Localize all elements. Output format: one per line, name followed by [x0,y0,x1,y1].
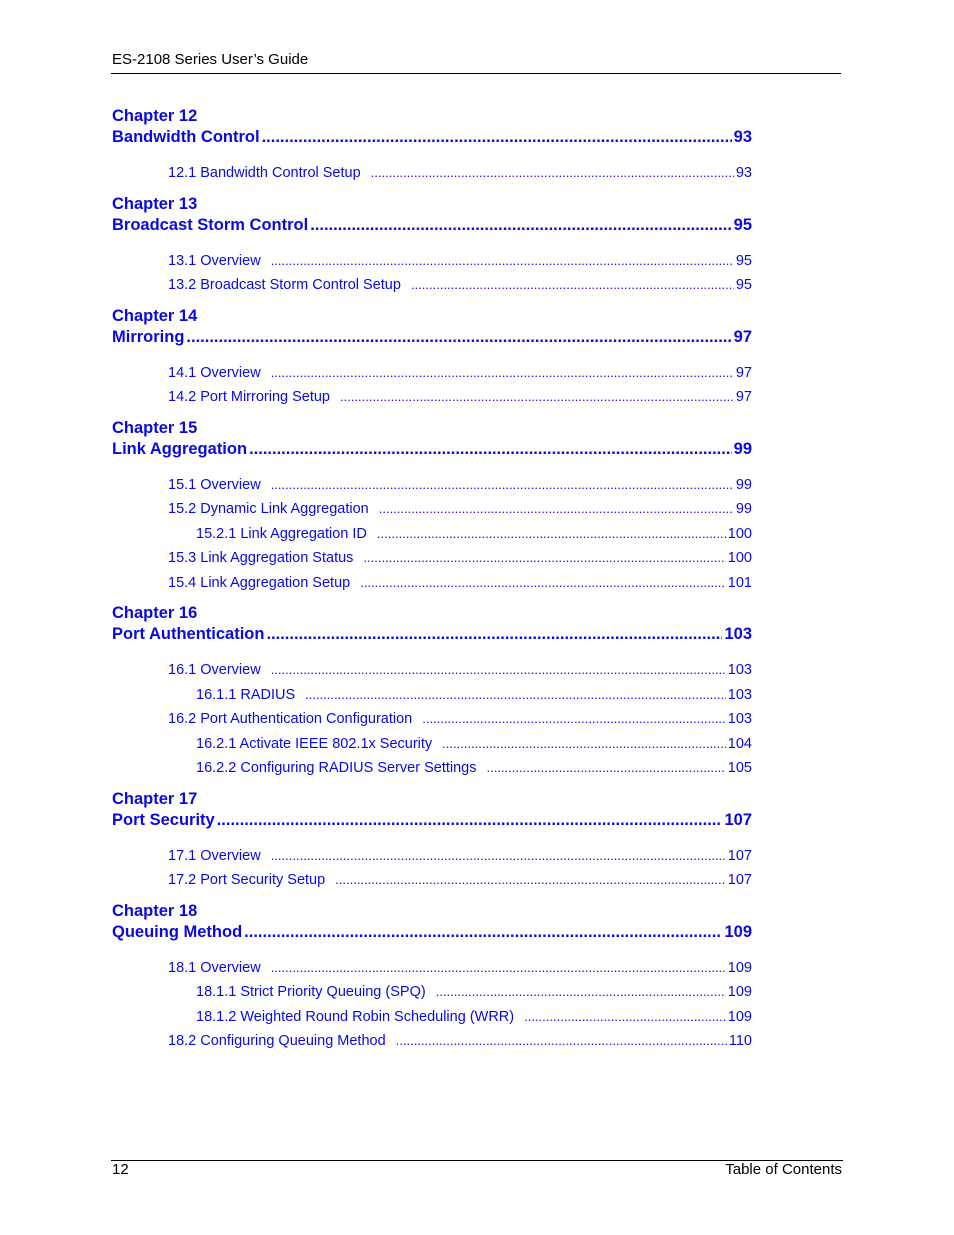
toc-entry[interactable] [112,522,752,547]
toc-entry-text: 16.2 Port Authentication Configuration [168,711,413,727]
toc-entry-page-number: 100 [727,550,752,566]
toc-entry-page-number: 103 [727,662,752,678]
toc-entry-text: 18.1.1 Strict Priority Queuing (SPQ) [196,984,426,1000]
toc-entry-page-number: 109 [727,1008,752,1025]
chapter-title: Link Aggregation [112,439,248,458]
dot-leader [186,327,731,347]
chapter-block [112,306,752,410]
chapter-title-link[interactable] [112,810,752,830]
toc-entry[interactable] [112,161,752,186]
toc-entry-text: 12.1 Bandwidth Control Setup [168,165,361,181]
dot-leader [310,215,731,235]
dot-leader [363,546,725,571]
dot-leader [271,956,726,981]
chapter-label[interactable]: Chapter 13 [112,194,198,213]
toc-entry[interactable] [112,273,752,298]
chapter-title: Broadcast Storm Control [112,215,309,234]
dot-leader [396,1029,727,1054]
toc-entry[interactable] [112,868,752,893]
toc-entry[interactable] [112,1029,752,1054]
chapter-block [112,194,752,298]
toc-entry-page-number: 103 [727,686,752,703]
toc-entry-page-number: 103 [727,711,752,727]
section-entries [112,473,752,596]
toc-entry-text: 17.1 Overview [168,847,261,864]
toc-entry-page-number: 110 [728,1033,752,1049]
toc-entry-page-number: 105 [727,760,752,776]
dot-leader [305,683,726,708]
toc-entry[interactable] [112,497,752,522]
chapter-page-number: 107 [724,810,752,829]
toc-entry-page-number: 93 [735,165,752,181]
dot-leader [524,1005,726,1030]
dot-leader [271,361,734,386]
toc-entry[interactable] [112,1005,752,1030]
dot-leader [244,922,722,942]
toc-entry-text: 14.1 Overview [168,364,261,381]
chapter-title-link[interactable] [112,215,752,235]
dot-leader [442,732,726,757]
section-entries [112,161,752,186]
toc-entry-text: 15.1 Overview [168,476,261,493]
dot-leader [486,756,725,781]
chapter-title-link[interactable] [112,624,752,644]
toc-entry-page-number: 100 [727,525,752,542]
chapter-label[interactable]: Chapter 14 [112,306,198,325]
toc-entry[interactable] [112,980,752,1005]
dot-leader [266,624,722,644]
chapter-block [112,789,752,893]
toc-entry-page-number: 99 [735,476,752,493]
toc-entry-page-number: 101 [727,574,752,591]
chapter-block [112,603,752,781]
chapter-title: Port Security [112,810,215,829]
chapter-label[interactable]: Chapter 17 [112,789,198,808]
dot-leader [335,868,726,893]
toc-entry[interactable] [112,844,752,869]
toc-entry-text: 15.2 Dynamic Link Aggregation [168,501,369,517]
chapter-label[interactable]: Chapter 16 [112,604,198,622]
dot-leader [377,522,726,547]
dot-leader [217,810,723,830]
toc-entry[interactable] [112,756,752,781]
toc-entry-page-number: 109 [727,959,752,976]
header-rule [111,73,841,74]
toc-entry[interactable] [112,658,752,683]
section-entries [112,249,752,298]
chapter-page-number: 99 [733,439,752,458]
toc-entry[interactable] [112,683,752,708]
section-entries [112,361,752,410]
dot-leader [249,439,732,459]
chapter-title-link[interactable] [112,127,752,147]
toc-entry[interactable] [112,385,752,410]
chapter-label[interactable]: Chapter 18 [112,901,198,920]
dot-leader [379,497,734,522]
dot-leader [360,571,726,596]
toc-entry-page-number: 107 [727,872,752,888]
dot-leader [271,249,734,274]
chapter-title: Mirroring [112,327,185,346]
dot-leader [271,473,734,498]
toc-entry[interactable] [112,707,752,732]
toc-entry[interactable] [112,956,752,981]
dot-leader [436,980,726,1005]
chapter-title: Bandwidth Control [112,128,260,146]
section-entries [112,658,752,781]
footer-section-title: Table of Contents [725,1161,842,1178]
chapter-title: Queuing Method [112,922,243,941]
toc-entry[interactable] [112,249,752,274]
toc-entry-page-number: 107 [727,847,752,864]
dot-leader [340,385,734,410]
toc-entry-page-number: 104 [727,735,752,752]
toc-entry-text: 16.1.1 RADIUS [196,686,296,703]
toc-entry[interactable] [112,546,752,571]
chapter-title-link[interactable] [112,327,752,347]
chapter-page-number: 97 [733,327,752,346]
chapter-page-number: 93 [733,128,752,146]
chapter-block [112,901,752,1054]
toc-entry[interactable] [112,732,752,757]
toc-entry[interactable] [112,361,752,386]
chapter-page-number: 103 [724,625,752,643]
dot-leader [422,707,726,732]
toc-entry-page-number: 109 [727,984,752,1000]
section-entries [112,844,752,893]
toc-entry-text: 16.2.2 Configuring RADIUS Server Settings [196,760,477,776]
toc-entry-page-number: 95 [735,252,752,269]
toc-entry-text: 14.2 Port Mirroring Setup [168,389,330,405]
table-of-contents [112,106,752,1062]
dot-leader [411,273,734,298]
toc-entry-page-number: 97 [735,364,752,381]
chapter-page-number: 95 [733,215,752,234]
chapter-label[interactable]: Chapter 15 [112,418,198,437]
section-entries [112,956,752,1054]
toc-entry-text: 15.4 Link Aggregation Setup [168,574,351,591]
dot-leader [262,127,732,147]
chapter-block [112,418,752,596]
toc-entry-text: 16.1 Overview [168,662,261,678]
toc-entry-page-number: 99 [735,501,752,517]
dot-leader [371,161,734,186]
chapter-block [112,106,752,186]
toc-entry-text: 17.2 Port Security Setup [168,872,326,888]
dot-leader [271,844,726,869]
chapter-label[interactable]: Chapter 12 [112,107,198,125]
toc-entry-text: 16.2.1 Activate IEEE 802.1x Security [196,735,433,752]
chapter-title-link[interactable] [112,439,752,459]
toc-entry-text: 13.1 Overview [168,252,261,269]
chapter-page-number: 109 [724,922,752,941]
toc-entry-text: 13.2 Broadcast Storm Control Setup [168,277,401,293]
chapter-title-link[interactable] [112,922,752,942]
toc-entry-text: 15.2.1 Link Aggregation ID [196,525,367,542]
toc-entry-page-number: 97 [735,389,752,405]
page-number: 12 [112,1161,129,1178]
toc-entry-text: 18.1.2 Weighted Round Robin Scheduling (WRR) [196,1008,515,1025]
running-header-title: ES-2108 Series User’s Guide [112,51,309,68]
toc-entry[interactable] [112,473,752,498]
toc-entry-text: 18.1 Overview [168,959,261,976]
toc-entry-page-number: 95 [735,277,752,293]
toc-entry[interactable] [112,571,752,596]
dot-leader [271,658,726,683]
toc-entry-text: 18.2 Configuring Queuing Method [168,1033,386,1049]
toc-entry-text: 15.3 Link Aggregation Status [168,550,354,566]
chapter-title: Port Authentication [112,625,265,643]
